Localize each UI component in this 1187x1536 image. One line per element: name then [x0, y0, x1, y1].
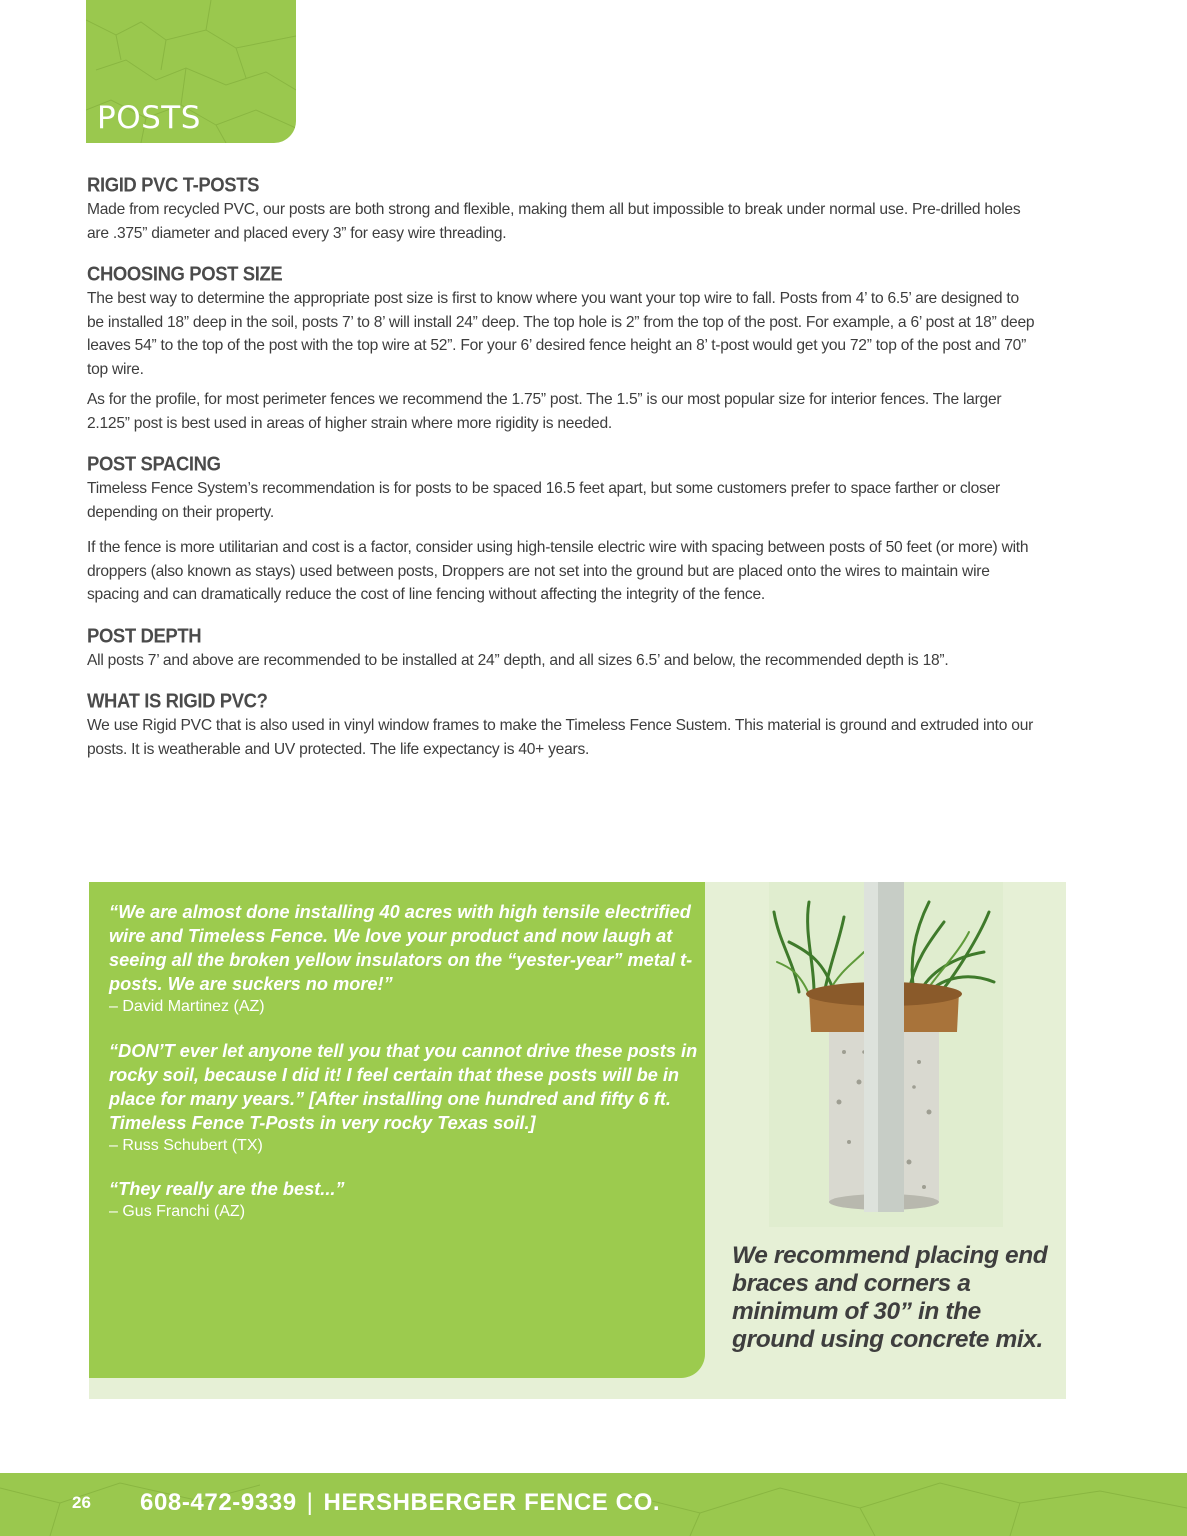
- page-title: POSTS: [97, 100, 201, 136]
- section-heading: POST DEPTH: [87, 623, 202, 647]
- section-paragraph: Timeless Fence System’s recommendation is for posts to be spaced 16.5 feet apart, but some customers prefer to space farther or closer depending on their property.: [87, 480, 1000, 521]
- testimonial: [109, 900, 699, 1018]
- section-paragraph: If the fence is more utilitarian and cost is a factor, consider using high-tensile electric wire with spacing between posts of 50 feet (or more) with droppers (also known as stays) used between posts, Droppers are not set into the ground but are placed onto the wires to maintain wire spacing and can dramatically reduce the cost of line fencing without affecting the integrity of the fence.: [87, 539, 1029, 603]
- footer-contact: [140, 1489, 660, 1517]
- company-name: HERSHBERGER FENCE CO.: [323, 1489, 661, 1516]
- testimonial-panel: [89, 882, 705, 1378]
- section-paragraph: All posts 7’ and above are recommended to be installed at 24” depth, and all sizes 6.5’ and below, the recommended depth is 18”.: [87, 651, 949, 669]
- testimonial-quote: “We are almost done installing 40 acres with high tensile electrified wire and Timeless Fence. We love your product and now laugh at seeing all the broken yellow insulators on the “yester-year” metal t-posts. We are suckers no more!”: [109, 902, 693, 994]
- testimonial-quote: “DON’T ever let anyone tell you that you cannot drive these posts in rocky soil, because I did it! I feel certain that these posts will be in place for many years.” [After installing one hundred and fifty 6 ft. Timeless Fence T-Posts in very rocky Texas soil.]: [109, 1041, 698, 1133]
- section-heading: POST SPACING: [87, 452, 221, 475]
- section-header-tab: [86, 0, 296, 143]
- testimonial: [109, 1177, 699, 1223]
- section-choosing-post-size: [87, 262, 1037, 435]
- testimonial-author: – Gus Franchi (AZ): [109, 1203, 246, 1220]
- section-heading: RIGID PVC T-POSTS: [87, 173, 260, 196]
- section-what-is-rigid-pvc: [87, 689, 1037, 761]
- testimonial-author: – David Martinez (AZ): [109, 998, 265, 1015]
- post-in-ground-illustration: [769, 882, 1003, 1227]
- footer-bar: [0, 1473, 1187, 1536]
- footer-separator: |: [306, 1489, 314, 1516]
- section-paragraph: The best way to determine the appropriate post size is first to know where you want your top wire to fall. Posts from 4’ to 6.5’ are designed to be installed 18” deep in the soil, posts 7’ to 8’ will install 24” deep. The top hole is 2” from the top of the post. For example, a 6’ post at 18” deep leaves 54” to the top of the post with the top wire at 52”. For your 6’ desired fence height an 8’ t-post would get you 72” top of the post and 70” top wire.: [87, 290, 1035, 378]
- section-paragraph: As for the profile, for most perimeter fences we recommend the 1.75” post. The 1.5” is our most popular size for interior fences. The larger 2.125” post is best used in areas of higher strain where more rigidity is needed.: [87, 391, 1002, 432]
- testimonial-box: [89, 882, 1066, 1399]
- testimonial-author: – Russ Schubert (TX): [109, 1137, 263, 1154]
- testimonial-quote: “They really are the best...”: [109, 1179, 345, 1199]
- section-paragraph: We use Rigid PVC that is also used in vinyl window frames to make the Timeless Fence Sustem. This material is ground and extruded into our posts. It is weatherable and UV protected. The life expectancy is 40+ years.: [87, 717, 1034, 758]
- body-content: [87, 173, 1037, 778]
- section-heading: CHOOSING POST SIZE: [87, 262, 283, 285]
- section-heading: WHAT IS RIGID PVC?: [87, 689, 268, 712]
- testimonial: [109, 1039, 699, 1157]
- section-post-spacing: [87, 452, 1037, 607]
- section-rigid-pvc-t-posts: [87, 173, 1037, 245]
- page-number: 26: [72, 1493, 91, 1512]
- recommendation-text: We recommend placing end braces and corners a minimum of 30” in the ground using concrete mix.: [732, 1242, 1048, 1353]
- phone-number: 608-472-9339: [140, 1489, 297, 1516]
- section-post-depth: [87, 624, 1037, 673]
- section-paragraph: Made from recycled PVC, our posts are both strong and flexible, making them all but impossible to break under normal use. Pre-drilled holes are .375” diameter and placed every 3” for easy wire threading.: [87, 201, 1021, 242]
